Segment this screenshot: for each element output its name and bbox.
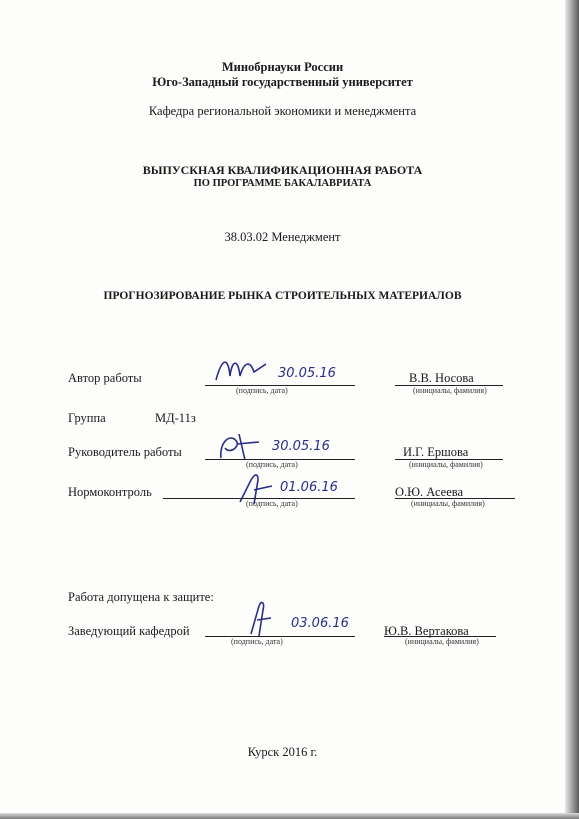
ministry-line: Минобрнауки России	[221, 60, 344, 74]
group-label: Группа	[68, 411, 106, 425]
head-sign-caption: (подпись, дата)	[231, 637, 283, 646]
specialty-line: 38.03.02 Менеджмент	[224, 230, 341, 244]
scan-edge-bottom	[0, 813, 579, 819]
topic-title: ПРОГНОЗИРОВАНИЕ РЫНКА СТРОИТЕЛЬНЫХ МАТЕРИАЛОВ	[103, 290, 462, 302]
author-date: 30.05.16	[278, 366, 336, 381]
normcontrol-label: Нормоконтроль	[68, 485, 152, 499]
head-signature	[245, 598, 275, 638]
head-name: Ю.В. Вертакова	[384, 624, 469, 638]
author-name: В.В. Носова	[409, 371, 474, 385]
supervisor-sign-caption: (подпись, дата)	[246, 460, 298, 469]
supervisor-name: И.Г. Ершова	[403, 445, 469, 459]
author-label: Автор работы	[68, 371, 142, 385]
head-label: Заведующий кафедрой	[68, 624, 190, 638]
head-name-caption: (инициалы, фамилия)	[405, 637, 479, 646]
normcontrol-sign-caption: (подпись, дата)	[246, 499, 298, 508]
group-value: МД-11з	[155, 411, 196, 425]
head-date: 03.06.16	[291, 616, 349, 631]
university-line: Юго-Западный государственный университет	[152, 75, 413, 89]
author-sign-caption: (подпись, дата)	[236, 386, 288, 395]
author-signature	[212, 352, 270, 386]
work-type-line1: ВЫПУСКНАЯ КВАЛИФИКАЦИОННАЯ РАБОТА	[142, 163, 423, 177]
department-line: Кафедра региональной экономики и менеджмента	[148, 104, 417, 118]
work-type-line2: ПО ПРОГРАММЕ БАКАЛАВРИАТА	[193, 178, 372, 189]
normcontrol-date: 01.06.16	[280, 480, 338, 495]
footer-city-year: Курск 2016 г.	[247, 745, 318, 759]
scan-edge-right	[565, 0, 579, 819]
supervisor-label: Руководитель работы	[68, 445, 182, 459]
normcontrol-name: О.Ю. Асеева	[395, 485, 464, 499]
supervisor-name-caption: (инициалы, фамилия)	[409, 460, 483, 469]
admission-label: Работа допущена к защите:	[68, 590, 214, 604]
supervisor-date: 30.05.16	[272, 439, 330, 454]
normcontrol-name-caption: (инициалы, фамилия)	[411, 499, 485, 508]
author-name-caption: (инициалы, фамилия)	[413, 386, 487, 395]
